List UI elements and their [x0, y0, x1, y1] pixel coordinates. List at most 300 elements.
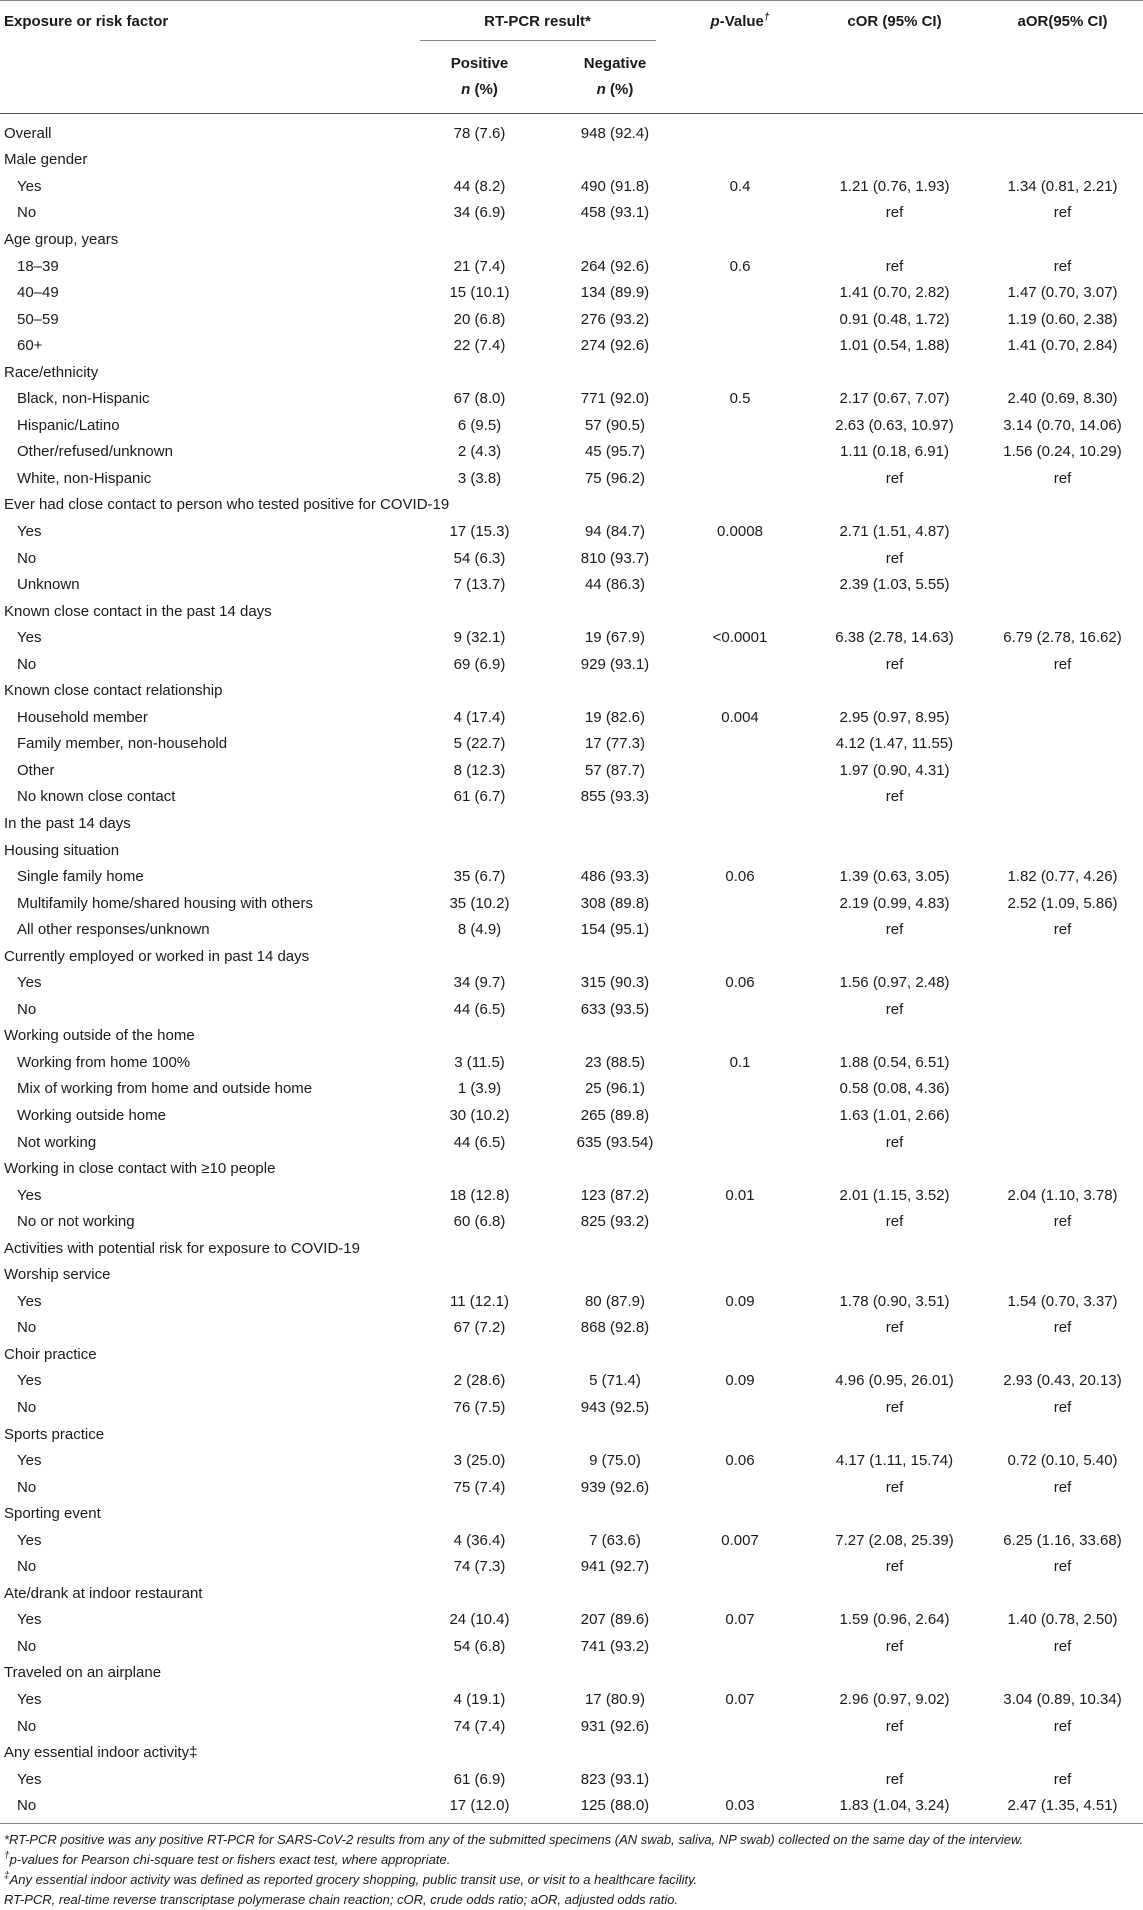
cell-aor [982, 571, 1143, 598]
cell-aor [982, 1155, 1143, 1182]
footnote-mark: † [4, 1850, 10, 1862]
header-pvalue-p: p [710, 13, 720, 30]
row-label: 18–39 [17, 257, 59, 275]
row-label: Not working [17, 1133, 97, 1151]
cell-positive: 67 (8.0) [453, 390, 506, 408]
row-label: No [17, 1399, 37, 1417]
cell-aor: 0.72 (0.10, 5.40) [1007, 1452, 1118, 1470]
cell-cor: 2.96 (0.97, 9.02) [839, 1691, 950, 1709]
cell-negative: 486 (93.3) [580, 868, 650, 886]
table-row [0, 1527, 1143, 1554]
table-row [0, 518, 1143, 545]
cell-negative [557, 1500, 673, 1527]
table-row [0, 1500, 1143, 1527]
table-row [0, 385, 1143, 412]
cell-positive: 60 (6.8) [453, 1213, 506, 1231]
table-row [0, 332, 1143, 359]
table-row [0, 1739, 1143, 1766]
cell-aor: ref [1053, 1558, 1072, 1576]
cell-pvalue [673, 1262, 807, 1289]
cell-positive: 34 (9.7) [453, 974, 506, 992]
cell-pvalue [673, 1235, 807, 1262]
cell-cor: 4.17 (1.11, 15.74) [835, 1452, 954, 1470]
row-label: Yes [17, 177, 42, 195]
row-label: In the past 14 days [4, 814, 131, 832]
cell-positive [402, 1155, 557, 1182]
cell-aor [982, 837, 1143, 864]
cell-pvalue [673, 996, 807, 1023]
table-row [0, 624, 1143, 651]
header-empty [673, 47, 807, 114]
table-row [0, 863, 1143, 890]
cell-positive: 17 (12.0) [449, 1797, 510, 1815]
cell-aor [982, 1235, 1143, 1262]
cell-pvalue [673, 279, 807, 306]
cell-cor: 1.21 (0.76, 1.93) [839, 177, 950, 195]
cell-pvalue [673, 306, 807, 333]
row-label: All other responses/unknown [17, 921, 210, 939]
cell-negative [557, 677, 673, 704]
cell-cor: ref [885, 1558, 904, 1576]
cell-negative [557, 1155, 673, 1182]
cell-cor [807, 1660, 982, 1687]
row-label: Ever had close contact to person who tested positive for COVID-19 [4, 496, 450, 514]
cell-negative: 19 (82.6) [584, 708, 646, 726]
cell-positive: 44 (8.2) [453, 177, 506, 195]
row-label: No [17, 1558, 37, 1576]
cell-pvalue: 0.09 [725, 1372, 755, 1390]
cell-negative: 207 (89.6) [580, 1611, 650, 1629]
cell-positive: 1 (3.9) [457, 1080, 502, 1098]
cell-cor: ref [885, 655, 904, 673]
cell-negative [557, 598, 673, 625]
cell-cor [807, 598, 982, 625]
cell-aor [982, 1660, 1143, 1687]
cell-aor [982, 518, 1143, 545]
table-row [0, 1447, 1143, 1474]
row-label: No [17, 655, 37, 673]
cell-cor: ref [885, 469, 904, 487]
cell-pvalue [673, 1739, 807, 1766]
cell-positive [402, 226, 557, 253]
row-label: 60+ [17, 337, 43, 355]
cell-negative [557, 1580, 673, 1607]
row-label: Traveled on an airplane [4, 1664, 162, 1682]
cell-cor [807, 1341, 982, 1368]
table-row [0, 1766, 1143, 1793]
cell-positive [402, 1580, 557, 1607]
cell-cor: 1.41 (0.70, 2.82) [839, 284, 950, 302]
cell-negative: 931 (92.6) [580, 1717, 650, 1735]
cell-positive: 4 (17.4) [453, 708, 506, 726]
cell-aor: ref [1053, 655, 1072, 673]
cell-pvalue [673, 731, 807, 758]
footnote-text: Any essential indoor activity was defined as reported grocery shopping, public transit use, or visit to a healthcare facility. [9, 1872, 698, 1887]
cell-pvalue [673, 810, 807, 837]
cell-negative: 57 (87.7) [584, 761, 646, 779]
cell-aor: ref [1053, 1637, 1072, 1655]
row-label: Unknown [17, 576, 80, 594]
cell-positive: 54 (6.8) [453, 1637, 506, 1655]
cell-negative: 75 (96.2) [584, 469, 646, 487]
cell-cor [807, 1155, 982, 1182]
table-header [0, 1, 1143, 114]
table-row [0, 677, 1143, 704]
cell-pvalue [673, 677, 807, 704]
table-row [0, 1421, 1143, 1448]
cell-cor: 6.38 (2.78, 14.63) [835, 629, 954, 647]
cell-pvalue: 0.4 [729, 177, 751, 195]
header-negative-n: n [596, 81, 606, 98]
cell-cor [807, 1739, 982, 1766]
cell-positive: 69 (6.9) [453, 655, 506, 673]
cell-pvalue: 0.0008 [717, 522, 763, 540]
cell-aor: 3.04 (0.89, 10.34) [1003, 1691, 1122, 1709]
cell-negative: 941 (92.7) [580, 1558, 650, 1576]
table-row [0, 1235, 1143, 1262]
cell-negative: 154 (95.1) [580, 921, 650, 939]
row-label: No [17, 549, 37, 567]
table-row [0, 439, 1143, 466]
cell-aor [982, 677, 1143, 704]
cell-positive [402, 810, 557, 837]
table-row [0, 598, 1143, 625]
cell-negative [557, 1262, 673, 1289]
cell-cor [807, 677, 982, 704]
cell-pvalue [673, 757, 807, 784]
header-positive [402, 47, 557, 114]
cell-pvalue [673, 1129, 807, 1156]
cell-aor [982, 1129, 1143, 1156]
cell-pvalue [673, 1394, 807, 1421]
cell-pvalue [673, 465, 807, 492]
table-row [0, 810, 1143, 837]
cell-positive [402, 1262, 557, 1289]
cell-negative [557, 1421, 673, 1448]
cell-negative [557, 226, 673, 253]
cell-cor: 2.95 (0.97, 8.95) [839, 708, 950, 726]
header-row-1 [0, 1, 1143, 48]
cell-aor: 6.79 (2.78, 16.62) [1003, 629, 1122, 647]
cell-positive: 3 (3.8) [457, 469, 502, 487]
cell-aor [982, 704, 1143, 731]
cell-pvalue [673, 226, 807, 253]
cell-negative [557, 359, 673, 386]
cell-aor [982, 970, 1143, 997]
cell-pvalue: 0.06 [725, 974, 755, 992]
cell-positive: 2 (4.3) [457, 443, 502, 461]
footnote [4, 1890, 1143, 1910]
cell-aor: 2.93 (0.43, 20.13) [1003, 1372, 1122, 1390]
cell-positive [402, 1341, 557, 1368]
row-label: Worship service [4, 1266, 111, 1284]
cell-pvalue [673, 332, 807, 359]
cell-negative: 741 (93.2) [580, 1637, 650, 1655]
cell-negative: 9 (75.0) [589, 1452, 641, 1470]
row-label: Family member, non-household [17, 735, 228, 753]
cell-aor [982, 784, 1143, 811]
cell-aor [982, 1500, 1143, 1527]
cell-positive: 35 (6.7) [453, 868, 506, 886]
cell-positive: 8 (4.9) [457, 921, 502, 939]
cell-pvalue [673, 1766, 807, 1793]
cell-positive: 34 (6.9) [453, 204, 506, 222]
cell-pvalue: 0.07 [725, 1691, 755, 1709]
row-label: No [17, 1717, 37, 1735]
row-label: Age group, years [4, 230, 119, 248]
cell-pvalue [673, 916, 807, 943]
cell-positive: 2 (28.6) [453, 1372, 506, 1390]
footnote-mark: ‡ [4, 1870, 10, 1882]
row-label: No or not working [17, 1213, 135, 1231]
table-row [0, 1315, 1143, 1342]
row-label: No [17, 1000, 37, 1018]
cell-cor: 7.27 (2.08, 25.39) [835, 1531, 954, 1549]
cell-pvalue [673, 439, 807, 466]
cell-negative: 25 (96.1) [584, 1080, 646, 1098]
cell-cor: ref [885, 1717, 904, 1735]
table-row [0, 837, 1143, 864]
cell-negative: 23 (88.5) [584, 1053, 646, 1071]
cell-negative: 44 (86.3) [584, 576, 646, 594]
cell-pvalue [673, 1554, 807, 1581]
row-label: Overall [4, 124, 52, 142]
table-row [0, 1076, 1143, 1103]
row-label: Mix of working from home and outside home [17, 1080, 313, 1098]
cell-cor: 2.01 (1.15, 3.52) [839, 1186, 950, 1204]
table-row [0, 1049, 1143, 1076]
cell-cor: 2.39 (1.03, 5.55) [839, 576, 950, 594]
header-positive-pct: (%) [470, 81, 498, 98]
cell-positive [402, 943, 557, 970]
cell-aor: ref [1053, 1399, 1072, 1417]
row-label: Yes [17, 1691, 42, 1709]
header-rtpcr [402, 1, 673, 48]
cell-negative: 264 (92.6) [580, 257, 650, 275]
cell-positive: 18 (12.8) [449, 1186, 510, 1204]
cell-aor [982, 731, 1143, 758]
table-row [0, 226, 1143, 253]
header-exposure: Exposure or risk factor [0, 1, 402, 48]
cell-positive: 15 (10.1) [449, 284, 510, 302]
cell-cor: 2.19 (0.99, 4.83) [839, 894, 950, 912]
table-row [0, 1341, 1143, 1368]
table-row [0, 704, 1143, 731]
table-row [0, 1208, 1143, 1235]
row-label: Currently employed or worked in past 14 days [4, 947, 310, 965]
table-row [0, 1713, 1143, 1740]
cell-positive [402, 1421, 557, 1448]
table-row [0, 784, 1143, 811]
cell-pvalue: 0.06 [725, 1452, 755, 1470]
cell-aor [982, 1262, 1143, 1289]
cell-negative: 490 (91.8) [580, 177, 650, 195]
cell-aor [982, 1102, 1143, 1129]
row-label: Working in close contact with ≥10 people [4, 1160, 276, 1178]
cell-positive: 24 (10.4) [449, 1611, 510, 1629]
header-aor: aOR(95% CI) [982, 1, 1143, 48]
cell-positive: 75 (7.4) [453, 1478, 506, 1496]
cell-cor [807, 1580, 982, 1607]
cell-aor: ref [1053, 1319, 1072, 1337]
cell-pvalue [673, 890, 807, 917]
cell-cor: ref [885, 1478, 904, 1496]
cell-aor: ref [1053, 1717, 1072, 1735]
cell-positive: 76 (7.5) [453, 1399, 506, 1417]
cell-aor: 1.82 (0.77, 4.26) [1007, 868, 1118, 886]
cell-aor [982, 943, 1143, 970]
cell-aor [982, 226, 1143, 253]
cell-aor: ref [1053, 1213, 1072, 1231]
cell-cor [807, 114, 982, 147]
cell-pvalue [673, 943, 807, 970]
cell-cor: ref [885, 257, 904, 275]
cell-negative [557, 810, 673, 837]
table-row [0, 651, 1143, 678]
cell-aor: 1.40 (0.78, 2.50) [1007, 1611, 1118, 1629]
cell-negative: 265 (89.8) [580, 1107, 650, 1124]
row-label: Any essential indoor activity‡ [4, 1744, 198, 1762]
cell-cor: 2.71 (1.51, 4.87) [839, 522, 950, 540]
cell-aor: 3.14 (0.70, 14.06) [1003, 416, 1122, 434]
cell-cor: 4.12 (1.47, 11.55) [835, 735, 954, 753]
row-label: Male gender [4, 151, 88, 169]
table-row [0, 465, 1143, 492]
cell-positive: 44 (6.5) [453, 1000, 506, 1018]
cell-pvalue [673, 1660, 807, 1687]
row-label: Known close contact relationship [4, 682, 223, 700]
cell-pvalue [673, 114, 807, 147]
row-label: Race/ethnicity [4, 363, 99, 381]
row-label: Household member [17, 708, 148, 726]
header-rtpcr-label: RT-PCR result* [420, 13, 656, 41]
footnotes [0, 1823, 1143, 1910]
cell-cor [807, 1500, 982, 1527]
row-label: Yes [17, 1292, 42, 1310]
cell-cor: 1.63 (1.01, 2.66) [839, 1107, 950, 1124]
cell-aor: 2.04 (1.10, 3.78) [1007, 1186, 1118, 1204]
table-row [0, 943, 1143, 970]
cell-positive: 6 (9.5) [457, 416, 502, 434]
cell-aor: 1.47 (0.70, 3.07) [1007, 284, 1118, 302]
cell-negative: 315 (90.3) [580, 974, 650, 992]
cell-pvalue [673, 1341, 807, 1368]
cell-pvalue: 0.09 [725, 1292, 755, 1310]
cell-negative: 57 (90.5) [584, 416, 646, 434]
row-label: Yes [17, 522, 42, 540]
cell-positive: 20 (6.8) [453, 310, 506, 328]
cell-aor [982, 492, 1143, 519]
cell-aor: ref [1053, 257, 1072, 275]
cell-cor [807, 943, 982, 970]
cell-negative: 276 (93.2) [580, 310, 650, 328]
table-row [0, 253, 1143, 280]
cell-cor [807, 147, 982, 174]
cell-positive [402, 1739, 557, 1766]
table-row [0, 1474, 1143, 1501]
cell-positive: 4 (19.1) [453, 1691, 506, 1709]
table-row [0, 1686, 1143, 1713]
cell-pvalue [673, 492, 807, 519]
table-row [0, 173, 1143, 200]
cell-negative: 633 (93.5) [580, 1000, 650, 1018]
cell-negative: 123 (87.2) [580, 1186, 650, 1204]
footnote [4, 1830, 1143, 1850]
cell-cor [807, 226, 982, 253]
row-label: Other/refused/unknown [17, 443, 173, 461]
cell-cor: ref [885, 788, 904, 806]
cell-pvalue [673, 545, 807, 572]
cell-negative: 939 (92.6) [580, 1478, 650, 1496]
table-row [0, 571, 1143, 598]
row-label: Working from home 100% [17, 1053, 191, 1071]
header-positive-label: Positive [450, 55, 509, 72]
cell-positive [402, 1660, 557, 1687]
row-label: Other [17, 761, 55, 779]
cell-pvalue: <0.0001 [712, 629, 768, 647]
cell-cor: 1.56 (0.97, 2.48) [839, 974, 950, 992]
table-row [0, 1262, 1143, 1289]
cell-negative: 45 (95.7) [584, 443, 646, 461]
cell-cor: ref [885, 921, 904, 939]
cell-positive [402, 1500, 557, 1527]
cell-aor: ref [1053, 204, 1072, 222]
cell-cor: ref [885, 1133, 904, 1151]
table-row [0, 306, 1143, 333]
cell-pvalue [673, 1208, 807, 1235]
cell-negative: 458 (93.1) [580, 204, 650, 222]
cell-negative: 80 (87.9) [584, 1292, 646, 1310]
table-row [0, 970, 1143, 997]
cell-negative [557, 1341, 673, 1368]
cell-positive: 78 (7.6) [453, 124, 506, 142]
cell-pvalue [673, 784, 807, 811]
cell-positive: 8 (12.3) [453, 761, 506, 779]
cell-aor [982, 359, 1143, 386]
footnote-text: *RT-PCR positive was any positive RT-PCR for SARS-CoV-2 results from any of the submitted specimens (AN swab, saliva, NP swab) collected on the same day of the interview. [4, 1832, 1024, 1847]
cell-negative: 125 (88.0) [580, 1797, 650, 1815]
table-row [0, 1288, 1143, 1315]
cell-pvalue: 0.01 [725, 1186, 755, 1204]
table-row [0, 114, 1143, 147]
cell-pvalue [673, 1580, 807, 1607]
cell-negative: 943 (92.5) [580, 1399, 650, 1417]
row-label: Sporting event [4, 1505, 101, 1523]
cell-positive [402, 677, 557, 704]
cell-cor: 0.91 (0.48, 1.72) [839, 310, 950, 328]
header-row-2 [0, 47, 1143, 114]
cell-cor: ref [885, 1213, 904, 1231]
table-row [0, 545, 1143, 572]
row-label: No [17, 1797, 37, 1815]
cell-cor: 1.01 (0.54, 1.88) [839, 337, 950, 355]
cell-aor [982, 1023, 1143, 1050]
cell-positive: 5 (22.7) [453, 735, 506, 753]
row-label: No [17, 1319, 37, 1337]
row-label: Known close contact in the past 14 days [4, 602, 272, 620]
cell-positive: 4 (36.4) [453, 1531, 506, 1549]
cell-aor [982, 598, 1143, 625]
cell-pvalue [673, 412, 807, 439]
cell-positive: 54 (6.3) [453, 549, 506, 567]
cell-negative: 274 (92.6) [580, 337, 650, 355]
cell-pvalue [673, 1315, 807, 1342]
cell-pvalue [673, 147, 807, 174]
cell-positive: 61 (6.9) [453, 1770, 506, 1788]
table-row [0, 1023, 1143, 1050]
cell-negative: 771 (92.0) [580, 390, 650, 408]
cell-aor [982, 114, 1143, 147]
